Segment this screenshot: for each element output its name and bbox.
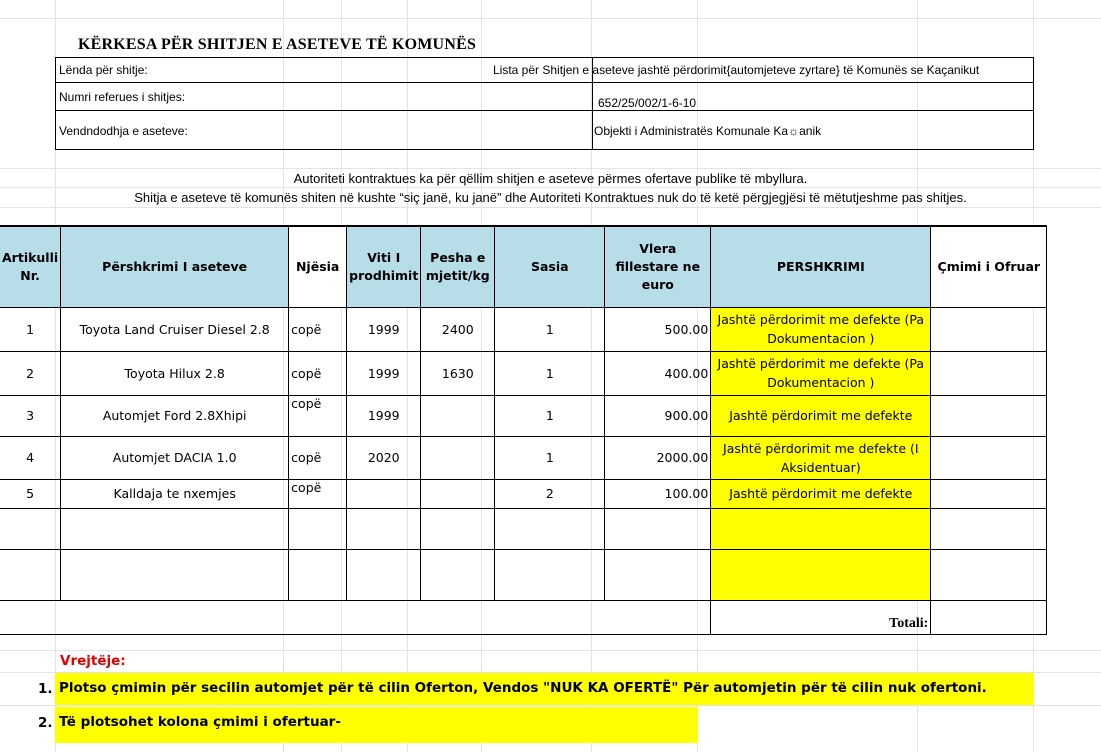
subject-label: Lënda për shitje: <box>59 63 148 77</box>
cell-unit: copë <box>289 307 347 351</box>
header-description: Përshkrimi I aseteve <box>61 226 289 307</box>
cell-offered-price[interactable] <box>931 508 1047 549</box>
cell-description: Toyota Land Cruiser Diesel 2.8 <box>61 307 289 351</box>
cell-empty <box>61 508 289 549</box>
cell-year <box>347 479 421 508</box>
cell-start-value: 100.00 <box>605 479 711 508</box>
cell-empty <box>605 549 711 600</box>
note-item-1: Plotso çmimin për secilin automjet për të cilin Oferton, Vendos "NUK KA OFERTË" Për automjetin për të cilin nuk ofertoni. <box>55 673 1034 705</box>
location-label: Vendndodhja e aseteve: <box>59 124 188 138</box>
cell-empty <box>495 549 605 600</box>
cell-offered-price[interactable] <box>931 395 1047 436</box>
cell-unit: copë <box>289 395 347 436</box>
cell-description: Toyota Hilux 2.8 <box>61 351 289 395</box>
cell-empty <box>347 508 421 549</box>
note-number-2: 2. <box>38 715 53 731</box>
cell-start-value: 400.00 <box>605 351 711 395</box>
cell-nr: 1 <box>0 307 61 351</box>
cell-weight <box>421 436 495 479</box>
cell-empty <box>347 549 421 600</box>
note-number-1: 1. <box>38 681 53 697</box>
subject-value: Lista për Shitjen e aseteve jashtë përdorimit{automjeteve zyrtare} të Komunës se Kaçanikut <box>493 63 980 77</box>
cell-quantity: 2 <box>495 479 605 508</box>
cell-unit: copë <box>289 479 347 508</box>
cell-status: Jashtë përdorimit me defekte <box>711 395 931 436</box>
cell-empty <box>61 549 289 600</box>
cell-year: 2020 <box>347 436 421 479</box>
table-row-empty <box>0 508 1047 549</box>
cell-unit: copë <box>289 351 347 395</box>
cell-status: Jashtë përdorimit me defekte (Pa Dokumentacion ) <box>711 351 931 395</box>
cell-empty <box>421 549 495 600</box>
cell-status: Jashtë përdorimit me defekte <box>711 479 931 508</box>
total-row <box>0 600 1047 634</box>
intro-line-2: Shitja e aseteve të komunës shiten në kushte “siç janë, ku janë” dhe Autoriteti Kontraktues nuk do të ketë përgjegjësi të mëtutjeshme pas shitjes. <box>134 190 967 205</box>
notes-heading: Vrejtëje: <box>60 653 126 669</box>
cell-empty <box>495 508 605 549</box>
cell-nr: 5 <box>0 479 61 508</box>
table-row <box>0 395 1047 436</box>
total-label: Totali: <box>711 600 931 634</box>
intro-line-1: Autoriteti kontraktues ka për qëllim shitjen e aseteve përmes ofertave publike të mbyllura. <box>293 171 808 186</box>
cell-offered-price[interactable] <box>931 436 1047 479</box>
cell-year: 1999 <box>347 307 421 351</box>
cell-quantity: 1 <box>495 395 605 436</box>
cell-quantity: 1 <box>495 436 605 479</box>
cell-empty <box>421 508 495 549</box>
table-row-empty <box>0 549 1047 600</box>
cell-unit: copë <box>289 436 347 479</box>
cell-nr: 4 <box>0 436 61 479</box>
cell-nr: 3 <box>0 395 61 436</box>
header-article-nr: Artikulli Nr. <box>0 226 61 307</box>
cell-description: Automjet Ford 2.8Xhipi <box>61 395 289 436</box>
header-year: Viti I prodhimit <box>347 226 421 307</box>
header-quantity: Sasia <box>495 226 605 307</box>
cell-start-value: 900.00 <box>605 395 711 436</box>
cell-nr: 2 <box>0 351 61 395</box>
header-pershkrimi: PERSHKRIMI <box>711 226 931 307</box>
total-value[interactable] <box>931 600 1047 634</box>
cell-quantity: 1 <box>495 351 605 395</box>
cell-status-empty <box>711 508 931 549</box>
header-weight: Pesha e mjetit/kg <box>421 226 495 307</box>
table-row <box>0 307 1047 351</box>
cell-description: Kalldaja te nxemjes <box>61 479 289 508</box>
cell-empty <box>0 549 61 600</box>
cell-status: Jashtë përdorimit me defekte (I Aksidentuar) <box>711 436 931 479</box>
cell-offered-price[interactable] <box>931 351 1047 395</box>
reference-number-label: Numri referues i shitjes: <box>59 90 186 104</box>
cell-empty <box>289 508 347 549</box>
cell-empty <box>289 549 347 600</box>
cell-empty <box>605 508 711 549</box>
table-row <box>0 479 1047 508</box>
reference-number-value: 652/25/002/1-6-10 <box>598 96 697 110</box>
total-spacer <box>0 600 711 634</box>
cell-quantity: 1 <box>495 307 605 351</box>
cell-weight <box>421 395 495 436</box>
cell-description: Automjet DACIA 1.0 <box>61 436 289 479</box>
cell-status: Jashtë përdorimit me defekte (Pa Dokumentacion ) <box>711 307 931 351</box>
cell-offered-price[interactable] <box>931 479 1047 508</box>
note-item-2: Të plotsohet kolona çmimi i ofertuar- <box>55 707 698 743</box>
cell-weight <box>421 479 495 508</box>
cell-weight: 2400 <box>421 307 495 351</box>
cell-empty <box>0 508 61 549</box>
cell-start-value: 500.00 <box>605 307 711 351</box>
location-value: Objekti i Administratës Komunale Ka☼anik <box>594 124 822 138</box>
header-offered-price: Çmimi i Ofruar <box>931 226 1047 307</box>
cell-offered-price[interactable] <box>931 307 1047 351</box>
cell-year: 1999 <box>347 351 421 395</box>
cell-offered-price[interactable] <box>931 549 1047 600</box>
header-unit: Njësia <box>289 226 347 307</box>
cell-status-empty <box>711 549 931 600</box>
assets-table <box>0 225 1047 635</box>
table-row <box>0 351 1047 395</box>
header-start-value: Vlera fillestare ne euro <box>605 226 711 307</box>
cell-start-value: 2000.00 <box>605 436 711 479</box>
cell-weight: 1630 <box>421 351 495 395</box>
page-title: KËRKESA PËR SHITJEN E ASETEVE TË KOMUNËS <box>78 36 477 53</box>
table-row <box>0 436 1047 479</box>
cell-year: 1999 <box>347 395 421 436</box>
table-header-row <box>0 226 1047 307</box>
